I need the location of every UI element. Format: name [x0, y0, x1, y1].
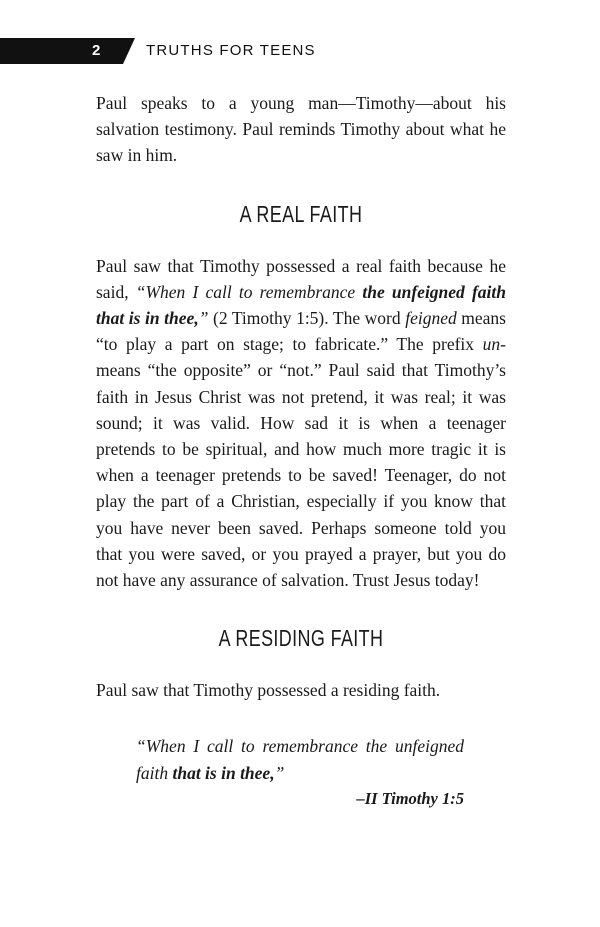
paragraph-text: Paul saw that Timothy possessed a real faith because he said, — [96, 255, 506, 302]
heading-real-faith: A REAL FAITH — [239, 200, 363, 227]
real-faith-paragraph: Paul saw that Timothy possessed a real faith because he said, “When I call to remembrance the unfeigned faith that is in thee,” (2 Timothy 1:5). The word feigned means “to play a part on stage; to fabricate.” The prefix un- means “the opposite” or “not.” Paul said that Timothy’s faith in Jesus Christ was not pretend, it was real; it was sound; it was valid. How sad it is when a teenager pretends to be spiritual, and how much more tragic it is when a teenager pretends to be saved! Teenager, do not play the part of a Christian, especially if you know that you have never been saved. Perhaps someone told you that you were saved, or you prayed a prayer, but you do not have any assurance of salvation. Trust Jesus today! — [96, 255, 506, 591]
page-body — [96, 90, 506, 812]
scripture-emphasis: the unfeigned faith that is in thee, — [96, 281, 506, 329]
running-title: TRUTHS FOR TEENS — [146, 42, 316, 59]
scripture-blockquote — [136, 733, 464, 811]
blockquote-attribution: –II Timothy 1:5 — [356, 788, 464, 808]
page-number: 2 — [92, 42, 101, 59]
blockquote-text: “When I call to remembrance the unfeigned faith that is in thee,” — [136, 736, 464, 783]
intro-paragraph: Paul speaks to a young man—Timothy—about his salvation testimony. Paul reminds Timothy about what he saw in him. — [96, 93, 506, 166]
heading-residing-faith: A RESIDING FAITH — [218, 625, 384, 652]
term-feigned: feigned — [405, 308, 457, 329]
scripture-quote: “When I call to remembrance the unfeigned faith that is in thee,” — [96, 281, 506, 329]
running-header — [0, 38, 600, 64]
residing-faith-paragraph: Paul saw that Timothy possessed a residing faith. — [96, 680, 441, 701]
blockquote-emphasis: that is in thee, — [172, 762, 275, 783]
scripture-reference: (2 Timothy 1:5). The word — [208, 308, 406, 329]
page-number-tab — [0, 38, 135, 64]
term-un: un- — [482, 334, 506, 355]
